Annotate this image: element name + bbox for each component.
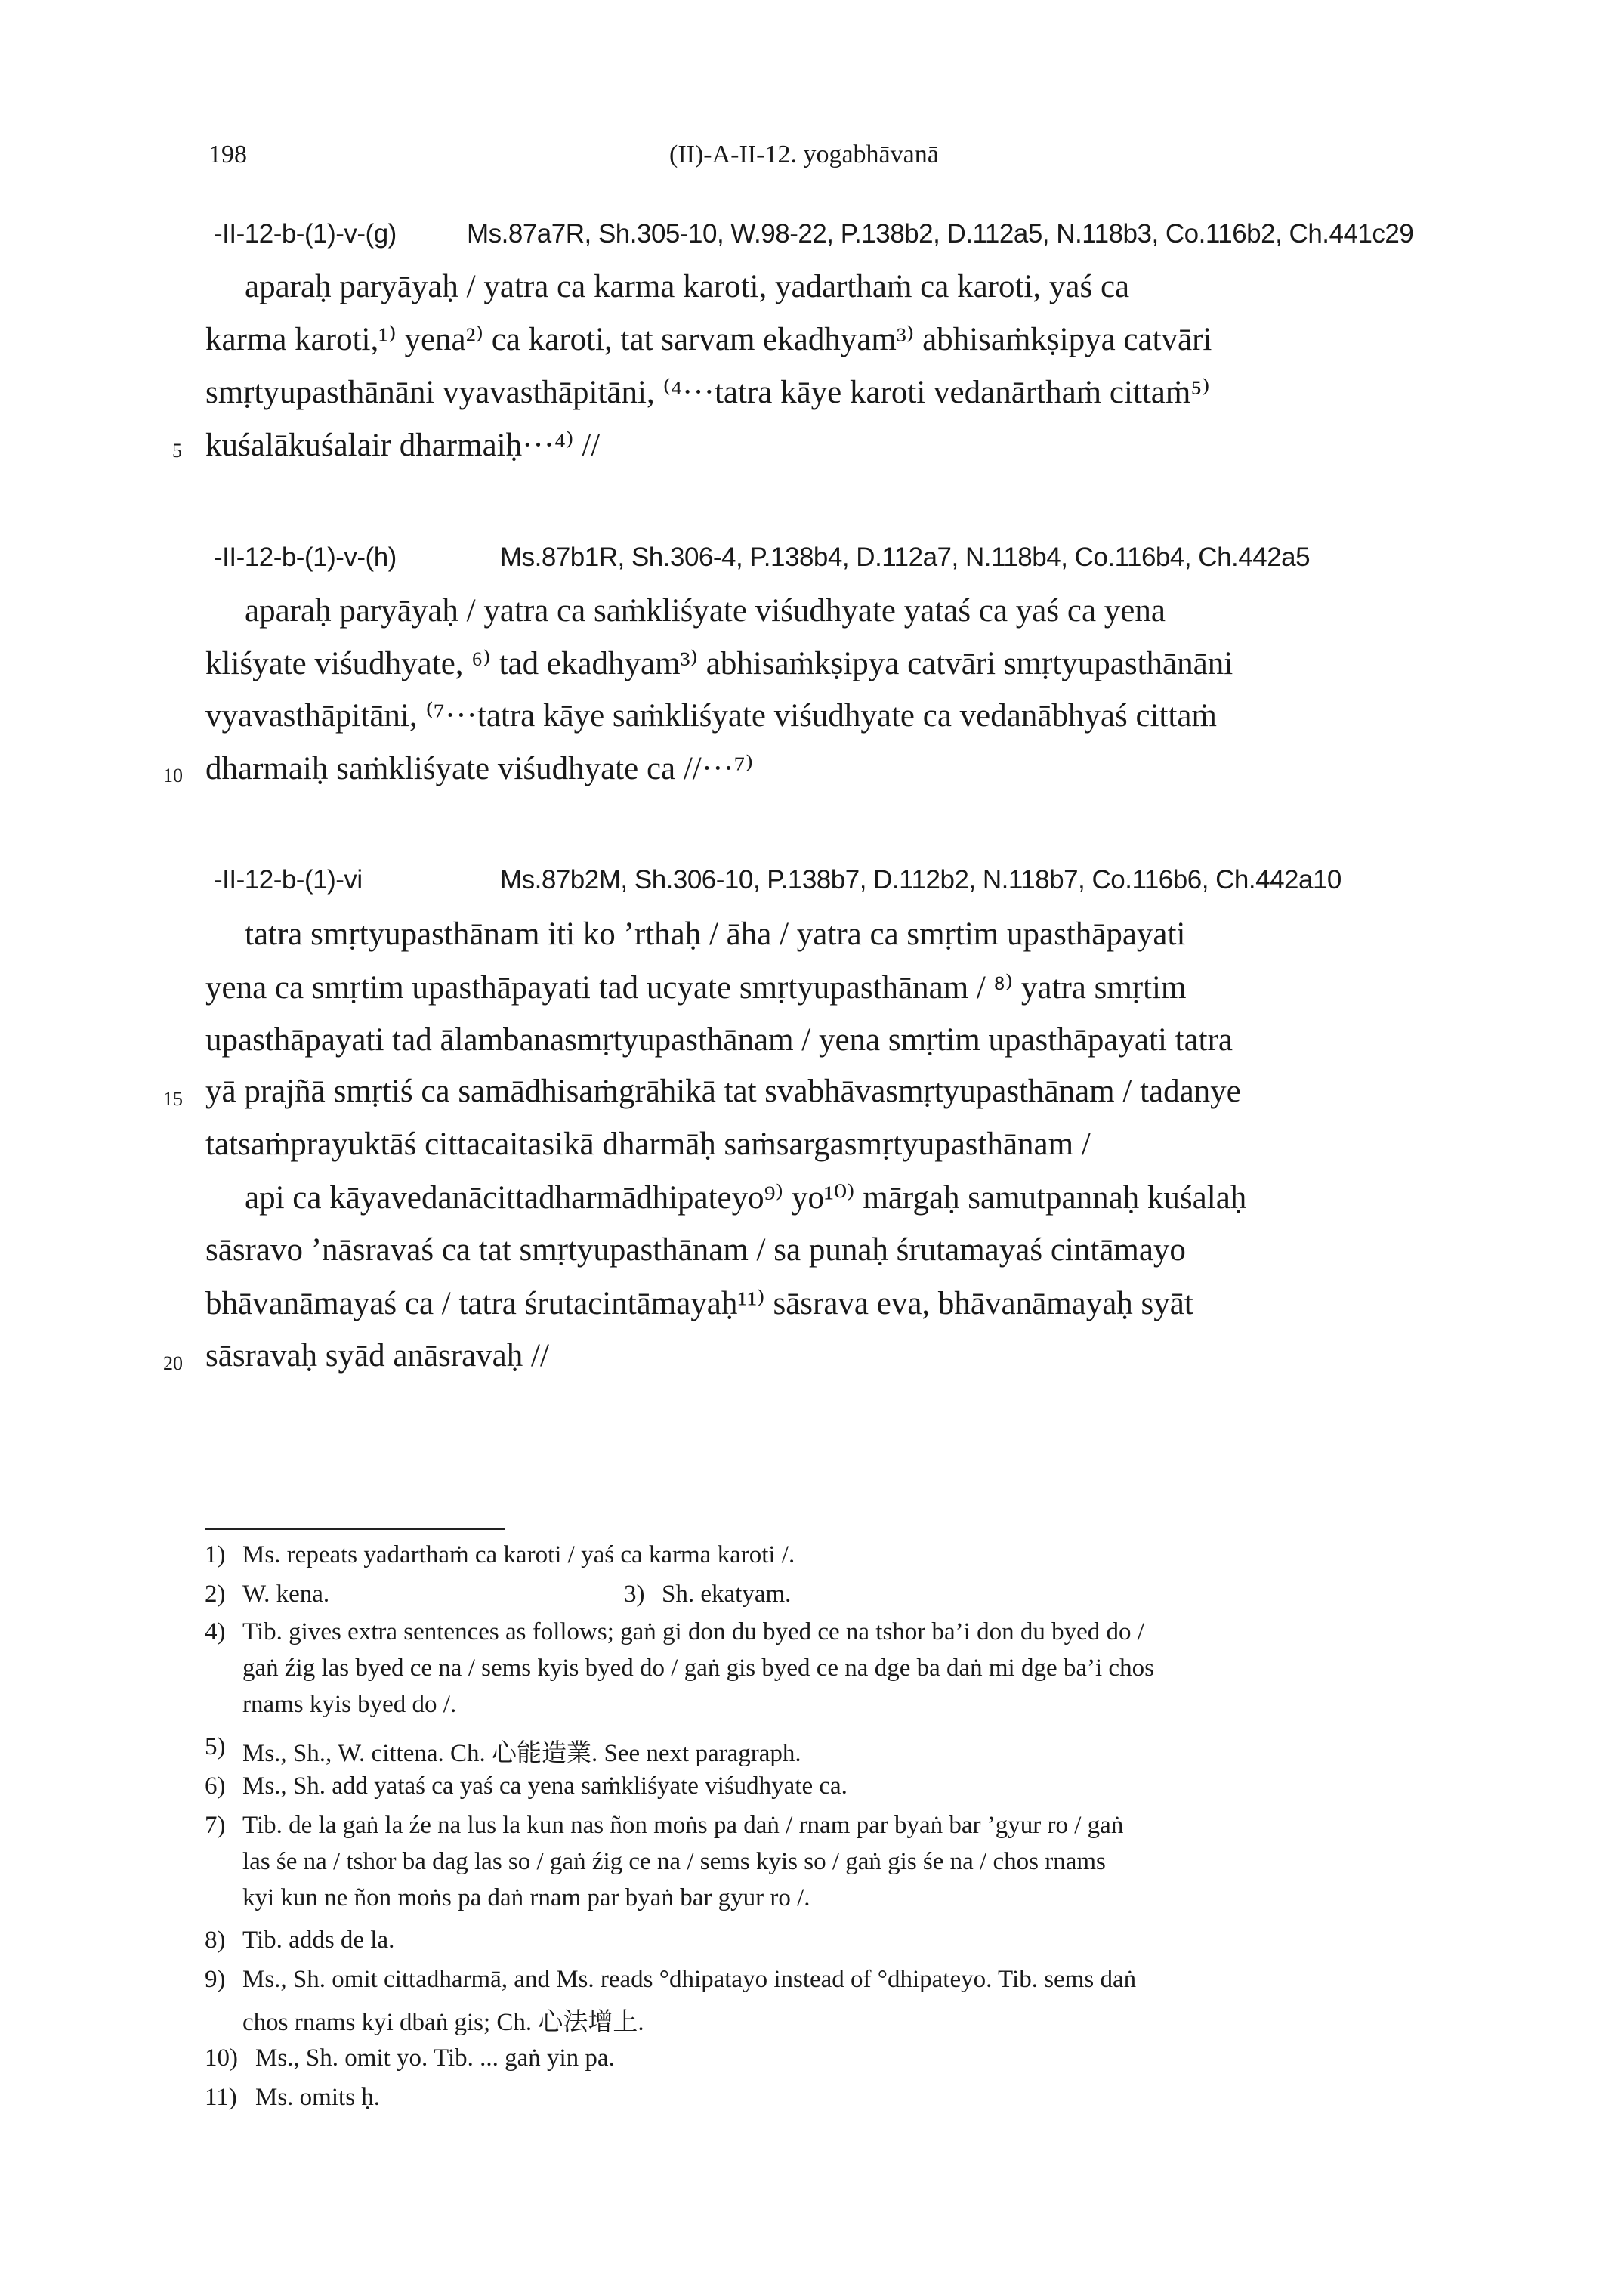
footnote-text: chos rnams kyi dbaṅ gis; Ch. 心法增上. xyxy=(242,2009,644,2036)
text-line: kuśalākuśalair dharmaiḥ···⁴⁾ // xyxy=(205,428,601,463)
section-ref-id: -II-12-b-(1)-vi xyxy=(214,865,363,895)
footnote-text: las śe na / tshor ba dag las so / gaṅ źig ce na / sems kyis so / gaṅ gis śe na / chos rnams xyxy=(242,1848,1106,1875)
page-number: 198 xyxy=(208,141,247,168)
footnote-number: 10) xyxy=(205,2044,238,2072)
footnote-number: 1) xyxy=(205,1541,226,1568)
section-ref-id: -II-12-b-(1)-v-(g) xyxy=(214,219,397,249)
line-number: 10 xyxy=(163,765,183,786)
footnote-text: Ms., Sh., W. cittena. Ch. 心能造業. See next paragraph. xyxy=(242,1740,801,1767)
footnote-number: 7) xyxy=(205,1812,226,1839)
footnote-text: Ms. omits ḥ. xyxy=(255,2084,381,2111)
text-line: sāsravo ’nāsravaś ca tat smṛtyupasthānam / sa punaḥ śrutamayaś cintāmayo xyxy=(205,1232,1186,1268)
text-line: aparaḥ paryāyaḥ / yatra ca saṁkliśyate viśudhyate yataś ca yaś ca yena xyxy=(245,593,1166,629)
footnote-text: Tib. de la gaṅ la źe na lus la kun nas ñon moṅs pa daṅ / rnam par byaṅ bar ’gyur ro / gaṅ xyxy=(242,1812,1124,1839)
text-line: tatra smṛtyupasthānam iti ko ’rthaḥ / āha / yatra ca smṛtim upasthāpayati xyxy=(245,916,1186,952)
footnote-text: Ms. repeats yadarthaṁ ca karoti / yaś ca karma karoti /. xyxy=(242,1541,795,1568)
text-line: api ca kāyavedanācittadharmādhipateyo⁹⁾ yo¹⁰⁾ mārgaḥ samutpannaḥ kuśalaḥ xyxy=(245,1180,1247,1216)
footnote-text: Ms., Sh. add yataś ca yaś ca yena saṁkliśyate viśudhyate ca. xyxy=(242,1772,848,1800)
text-line: bhāvanāmayaś ca / tatra śrutacintāmayaḥ¹¹⁾ sāsrava eva, bhāvanāmayaḥ syāt xyxy=(205,1286,1193,1321)
text-line: yā prajñā smṛtiś ca samādhisaṁgrāhikā tat svabhāvasmṛtyupasthānam / tadanye xyxy=(205,1074,1241,1109)
footnote-divider xyxy=(205,1528,505,1530)
section-ref-id: -II-12-b-(1)-v-(h) xyxy=(214,542,397,572)
footnote-text: rnams kyis byed do /. xyxy=(242,1691,457,1718)
text-line: smṛtyupasthānāni vyavasthāpitāni, ⁽⁴···tatra kāye karoti vedanārthaṁ cittaṁ⁵⁾ xyxy=(205,375,1210,410)
section-ref-sources: Ms.87b2M, Sh.306-10, P.138b7, D.112b2, N.118b7, Co.116b6, Ch.442a10 xyxy=(500,865,1341,895)
footnote-text: Tib. gives extra sentences as follows; gaṅ gi don du byed ce na tshor ba’i don du byed do / xyxy=(242,1618,1144,1646)
footnote-text: gaṅ źig las byed ce na / sems kyis byed do / gaṅ gis byed ce na dge ba daṅ mi dge ba’i chos xyxy=(242,1655,1154,1682)
footnote-number: 5) xyxy=(205,1733,226,1760)
text-line: dharmaiḥ saṁkliśyate viśudhyate ca //···⁷⁾ xyxy=(205,751,754,786)
line-number: 15 xyxy=(163,1088,183,1110)
footnote-number: 4) xyxy=(205,1618,226,1646)
section-ref-sources: Ms.87b1R, Sh.306-4, P.138b4, D.112a7, N.118b4, Co.116b4, Ch.442a5 xyxy=(500,542,1311,572)
footnote-number: 11) xyxy=(205,2084,237,2111)
footnote-number: 9) xyxy=(205,1966,226,1993)
footnote-number: 2) xyxy=(205,1581,226,1608)
text-line: aparaḥ paryāyaḥ / yatra ca karma karoti, yadarthaṁ ca karoti, yaś ca xyxy=(245,269,1130,304)
text-line: sāsravaḥ syād anāsravaḥ // xyxy=(205,1338,549,1374)
text-line: kliśyate viśudhyate, ⁶⁾ tad ekadhyam³⁾ abhisaṁkṣipya catvāri smṛtyupasthānāni xyxy=(205,646,1233,681)
footnote-text: kyi kun ne ñon moṅs pa daṅ rnam par byaṅ bar gyur ro /. xyxy=(242,1884,810,1911)
text-line: tatsaṁprayuktāś cittacaitasikā dharmāḥ saṁsargasmṛtyupasthānam / xyxy=(205,1126,1091,1162)
text-line: vyavasthāpitāni, ⁽⁷···tatra kāye saṁkliśyate viśudhyate ca vedanābhyaś cittaṁ xyxy=(205,698,1217,734)
line-number: 20 xyxy=(163,1352,183,1374)
footnote-text: Ms., Sh. omit yo. Tib. ... gaṅ yin pa. xyxy=(255,2044,615,2072)
text-line: karma karoti,¹⁾ yena²⁾ ca karoti, tat sarvam ekadhyam³⁾ abhisaṁkṣipya catvāri xyxy=(205,322,1212,357)
footnote-text: Sh. ekatyam. xyxy=(662,1581,792,1608)
footnote-text: Ms., Sh. omit cittadharmā, and Ms. reads °dhipatayo instead of °dhipateyo. Tib. sems daṅ xyxy=(242,1966,1137,1993)
line-number: 5 xyxy=(172,440,182,462)
footnote-number: 3) xyxy=(624,1581,645,1608)
footnote-text: Tib. adds de la. xyxy=(242,1927,395,1954)
footnote-number: 6) xyxy=(205,1772,226,1800)
footnote-number: 8) xyxy=(205,1927,226,1954)
running-title: (II)-A-II-12. yogabhāvanā xyxy=(669,141,939,168)
section-ref-sources: Ms.87a7R, Sh.305-10, W.98-22, P.138b2, D.112a5, N.118b3, Co.116b2, Ch.441c29 xyxy=(467,219,1414,249)
footnote-text: W. kena. xyxy=(242,1581,330,1608)
text-line: upasthāpayati tad ālambanasmṛtyupasthānam / yena smṛtim upasthāpayati tatra xyxy=(205,1022,1233,1058)
text-line: yena ca smṛtim upasthāpayati tad ucyate smṛtyupasthānam / ⁸⁾ yatra smṛtim xyxy=(205,970,1187,1006)
